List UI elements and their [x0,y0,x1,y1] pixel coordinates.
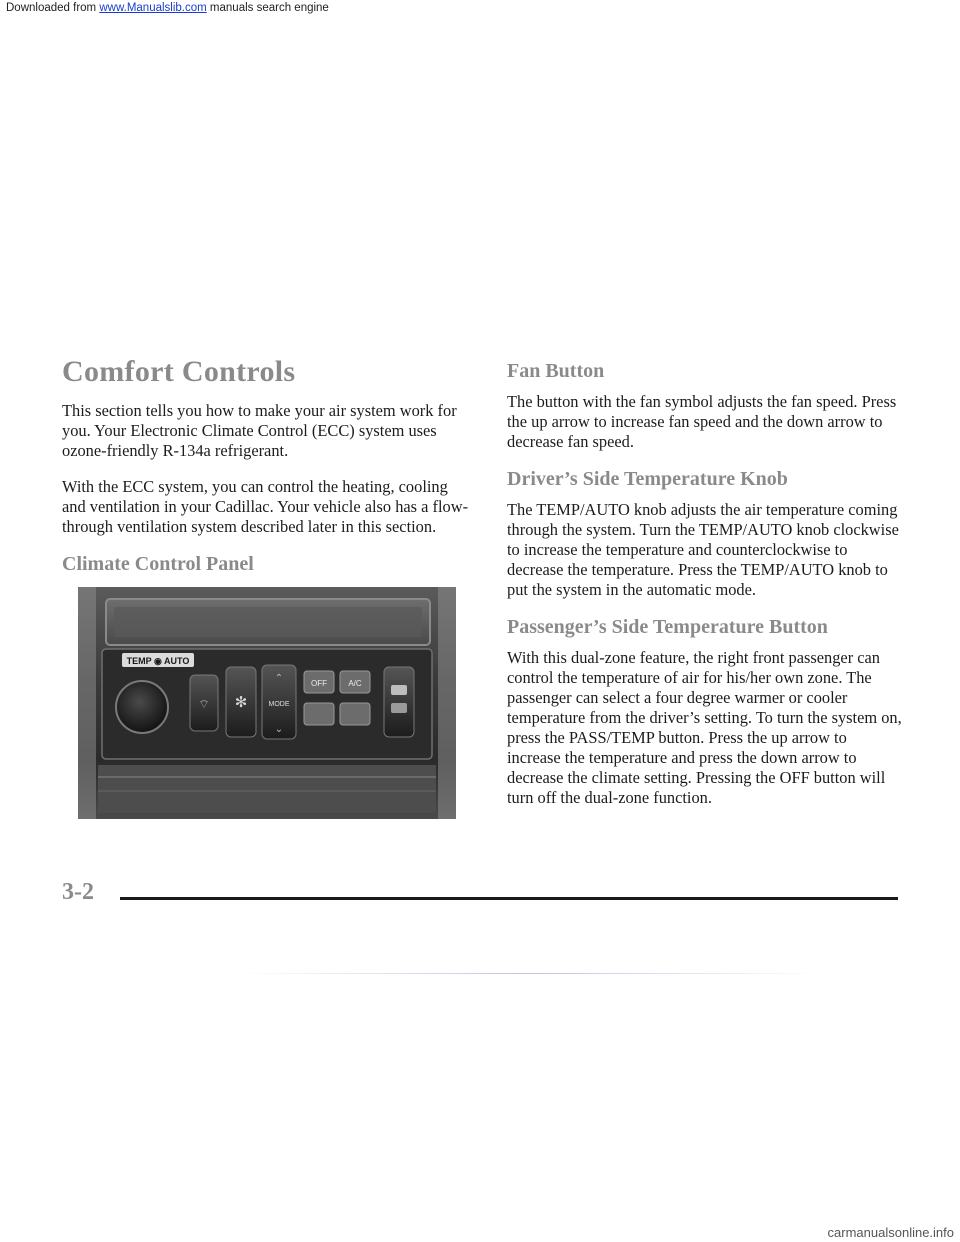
driver-knob-heading: Driver’s Side Temperature Knob [507,468,788,490]
manualslib-link[interactable]: www.Manualslib.com [99,2,207,14]
page-number: 3-2 [62,879,94,905]
fan-button-text: The button with the fan symbol adjusts the fan speed. Press the up arrow to increase fan speed and the down arrow to decrease fan speed. [507,392,897,451]
temp-auto-knob [116,681,168,733]
fan-icon: ✻ [234,693,248,711]
intro-paragraph: This section tells you how to make your air system work for you. Your Electronic Climate Control (ECC) system uses ozone-friendly R-134a refrigerant. [62,401,457,460]
watermark: carmanualsonline.info [827,1225,954,1240]
defrost-icon: ⌔ [198,697,210,711]
passenger-button-heading: Passenger’s Side Temperature Button [507,616,828,638]
pass-temp-button [384,667,414,737]
driver-knob-text: The TEMP/AUTO knob adjusts the air temperature coming through the system. Turn the TEMP/AUTO knob clockwise to increase the temperature and counterclockwise to decrease the temperature. Press the TEMP/AUTO knob to put the system in the automatic mode. [507,500,899,599]
recirc-button [340,703,370,725]
footer-rule [120,897,898,900]
left-column [62,355,472,585]
panel-heading: Climate Control Panel [62,553,254,575]
rear-defrost-button [304,703,334,725]
ac-label: A/C [348,679,362,688]
ecc-paragraph: With the ECC system, you can control the heating, cooling and ventilation in your Cadillac. Your vehicle also has a flow-through ventilation system described later in this section. [62,477,469,536]
fan-button-heading: Fan Button [507,360,605,382]
off-label: OFF [311,679,327,688]
down-arrow-icon: ⌄ [274,724,284,735]
climate-control-panel-photo [78,587,456,819]
up-arrow-icon: ⌃ [274,673,284,684]
download-header [6,2,329,14]
faint-divider [240,973,820,974]
temp-auto-label: TEMP ◉ AUTO [126,656,190,666]
download-suffix: manuals search engine [209,2,329,14]
mode-label: MODE [268,701,290,708]
passenger-button-text: With this dual-zone feature, the right front passenger can control the temperature of air for his/her own zone. The passenger can select a four degree warmer or cooler temperature from the driver’s setting. To turn the system on, press the PASS/TEMP button. Press the up arrow to increase the temperature and press the down arrow to decrease the climate setting. Pressing the OFF button will turn off the dual-zone function. [507,648,902,807]
panel-illustration [78,587,456,819]
section-title: Comfort Controls [62,355,296,388]
download-prefix: Downloaded from [6,2,97,14]
right-column [507,360,902,824]
